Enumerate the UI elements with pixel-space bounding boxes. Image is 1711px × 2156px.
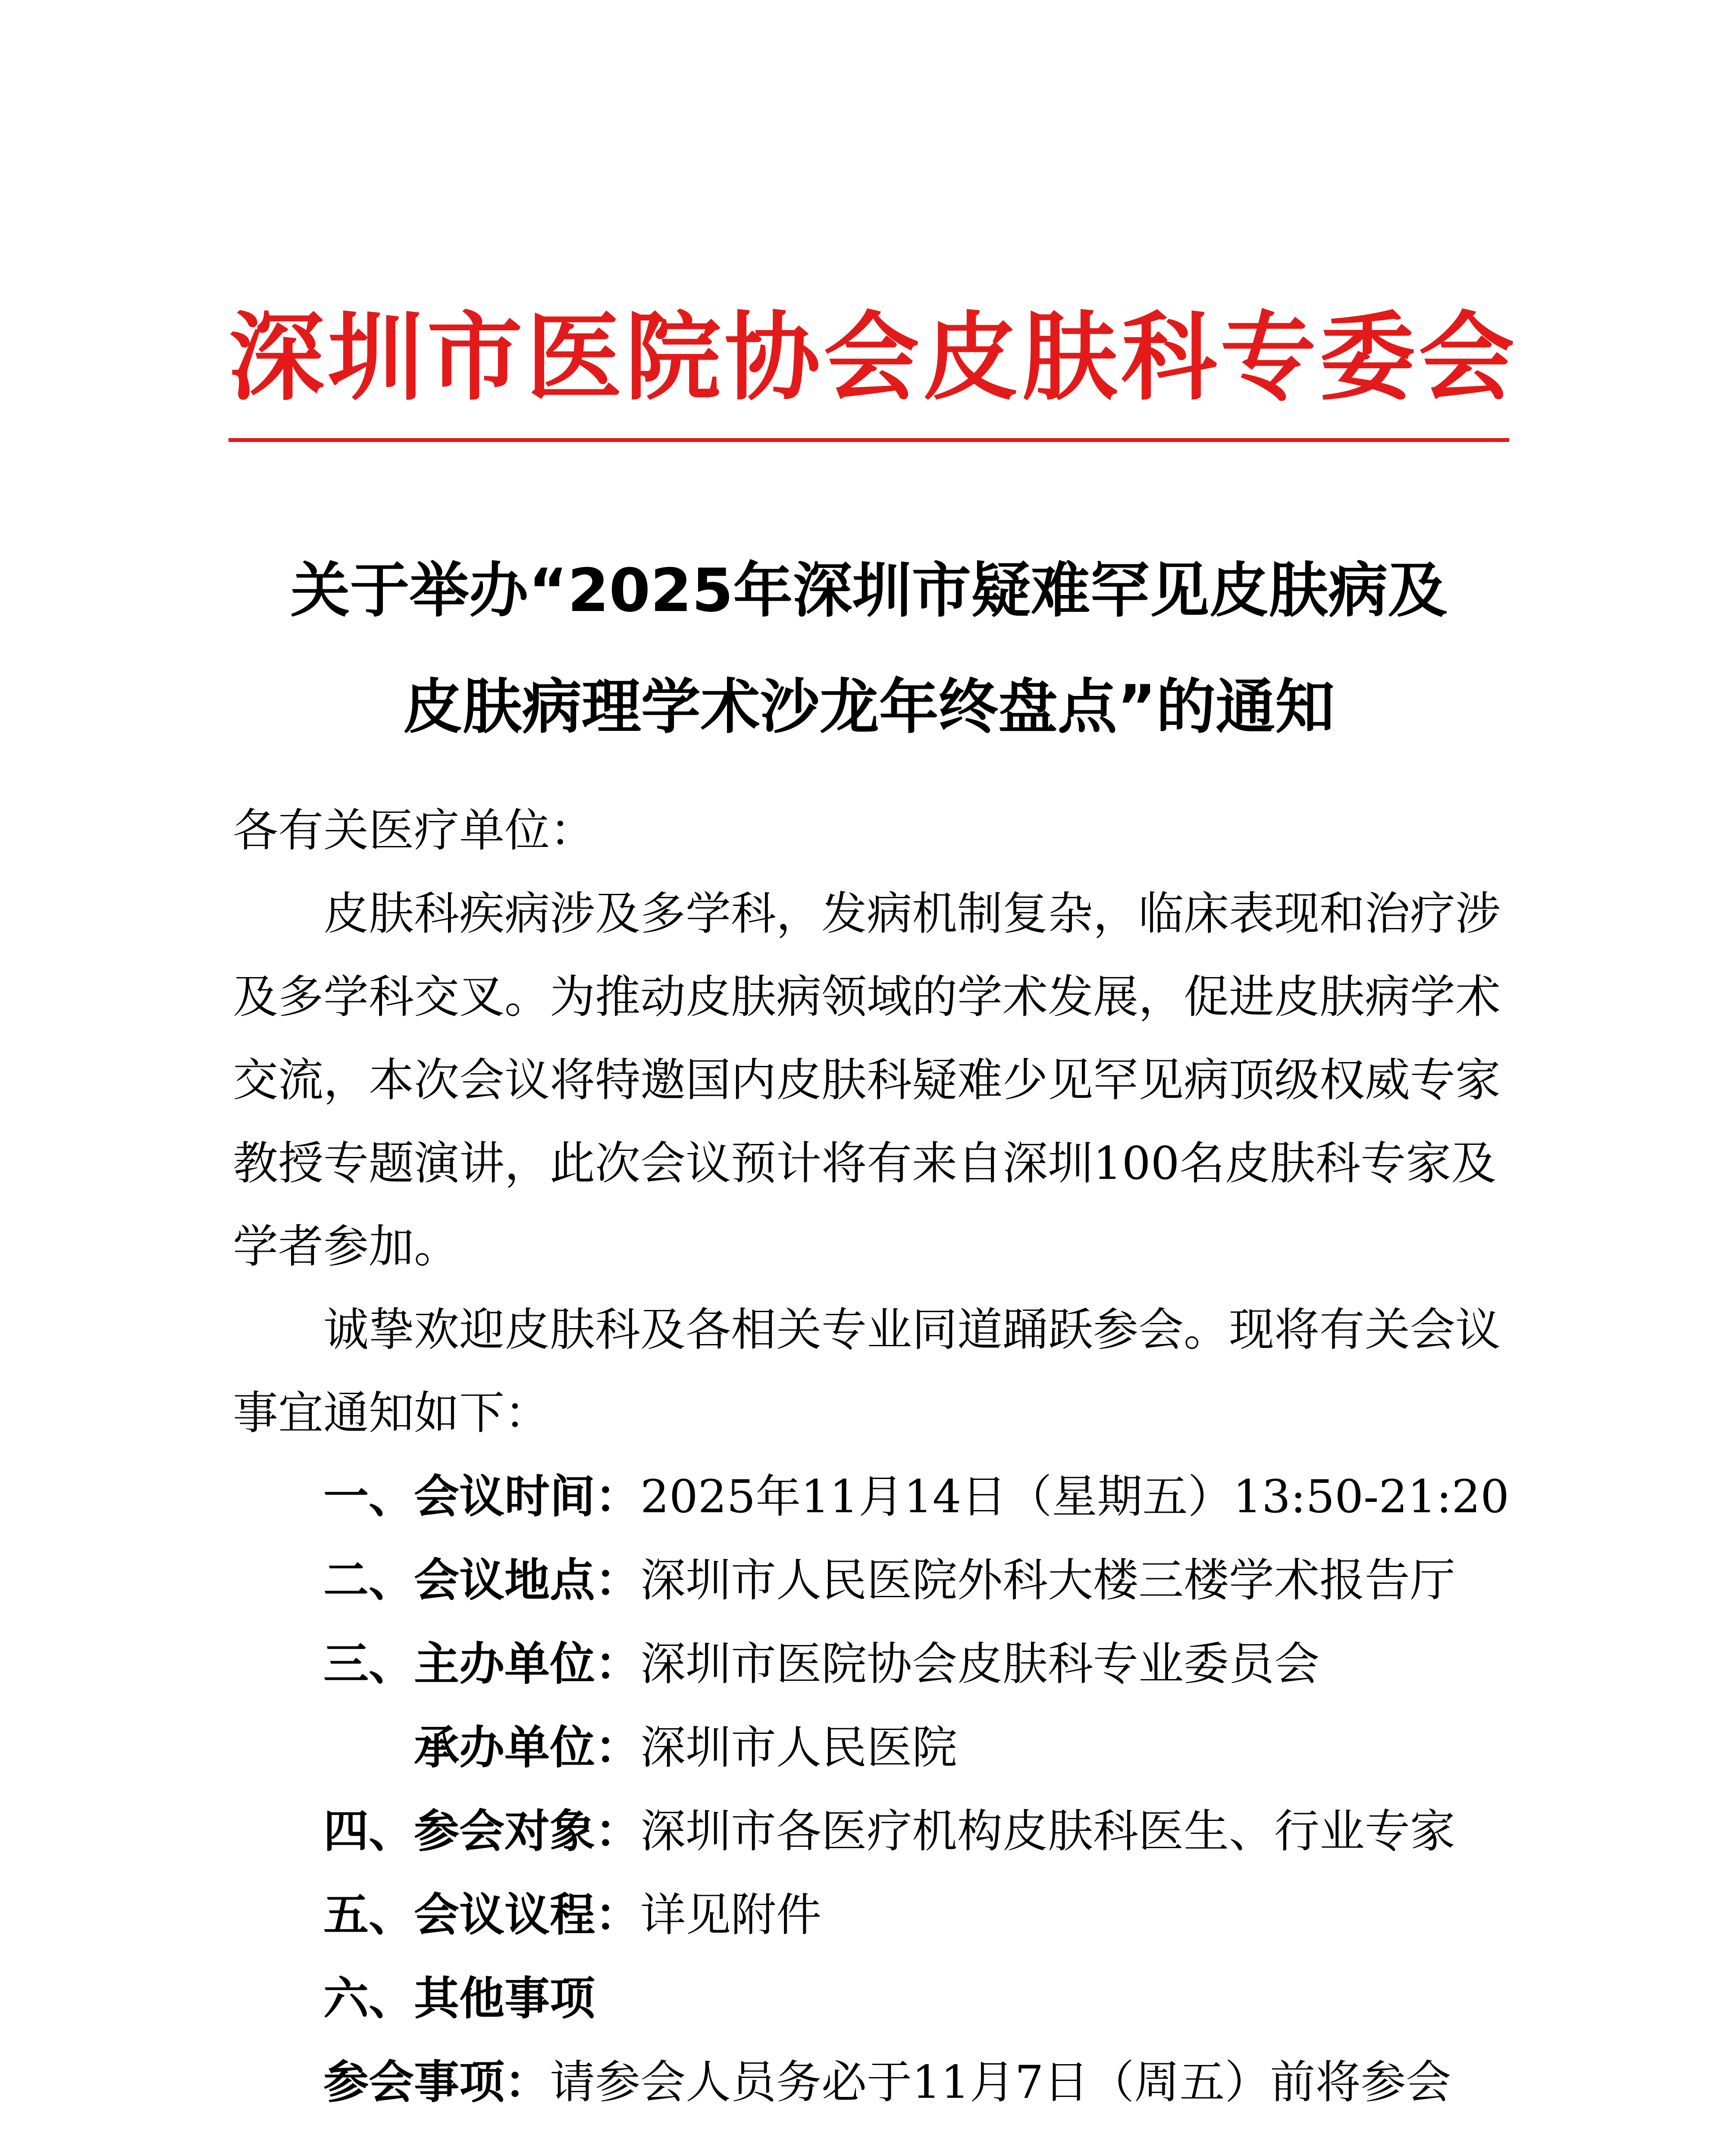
notice-body bbox=[233, 789, 1509, 2124]
item-label: 二、会议地点： bbox=[323, 1553, 641, 1607]
item-label: 承办单位： bbox=[414, 1720, 641, 1774]
notice-title-line-1: 关于举办“2025年深圳市疑难罕见皮肤病及 bbox=[290, 556, 1448, 625]
item-other-matters bbox=[233, 1957, 1509, 2040]
item-meeting-time bbox=[233, 1455, 1509, 1539]
item-attendees bbox=[233, 1789, 1509, 1873]
notice-title bbox=[229, 533, 1509, 765]
paragraph-intro: 皮肤科疾病涉及多学科，发病机制复杂，临床表现和治疗涉及多学科交叉。为推动皮肤病领域的学术发展，促进皮肤病学术交流，本次会议将特邀国内皮肤科疑难少见罕见病顶级权威专家教授专题演讲，此次会议预计将有来自深圳100名皮肤科专家及学者参加。 bbox=[233, 887, 1501, 1273]
red-divider-line bbox=[229, 438, 1509, 442]
item-value: 深圳市人民医院 bbox=[640, 1721, 958, 1774]
item-agenda bbox=[233, 1873, 1509, 1957]
item-value: 详见附件 bbox=[640, 1889, 822, 1941]
item-value: 请参会人员务必于11月7日（周五）前将参会 bbox=[550, 2056, 1451, 2109]
item-label: 一、会议时间： bbox=[323, 1470, 641, 1523]
item-meeting-location bbox=[233, 1539, 1509, 1622]
item-organizer bbox=[233, 1706, 1509, 1789]
item-host bbox=[233, 1622, 1509, 1706]
item-label: 五、会议议程： bbox=[323, 1888, 641, 1941]
item-label: 三、主办单位： bbox=[323, 1637, 641, 1690]
organization-title: 深圳市医院协会皮肤科专委会 bbox=[229, 302, 1518, 414]
item-value: 深圳市各医疗机构皮肤科医生、行业专家 bbox=[640, 1805, 1456, 1858]
item-label: 六、其他事项 bbox=[323, 1971, 595, 2025]
paragraph-invitation: 诚挚欢迎皮肤科及各相关专业同道踊跃参会。现将有关会议事宜通知如下： bbox=[233, 1304, 1501, 1439]
item-value: 深圳市人民医院外科大楼三楼学术报告厅 bbox=[640, 1554, 1456, 1607]
item-value: 2025年11月14日（星期五）13:50-21:20 bbox=[640, 1470, 1510, 1523]
item-registration bbox=[233, 2040, 1509, 2124]
item-value: 深圳市医院协会皮肤科专业委员会 bbox=[640, 1638, 1320, 1690]
notice-title-line-2: 皮肤病理学术沙龙年终盘点”的通知 bbox=[403, 672, 1335, 742]
item-label: 四、参会对象： bbox=[323, 1804, 641, 1858]
item-label: 参会事项： bbox=[323, 2055, 550, 2109]
salutation: 各有关医疗单位： bbox=[233, 804, 595, 857]
